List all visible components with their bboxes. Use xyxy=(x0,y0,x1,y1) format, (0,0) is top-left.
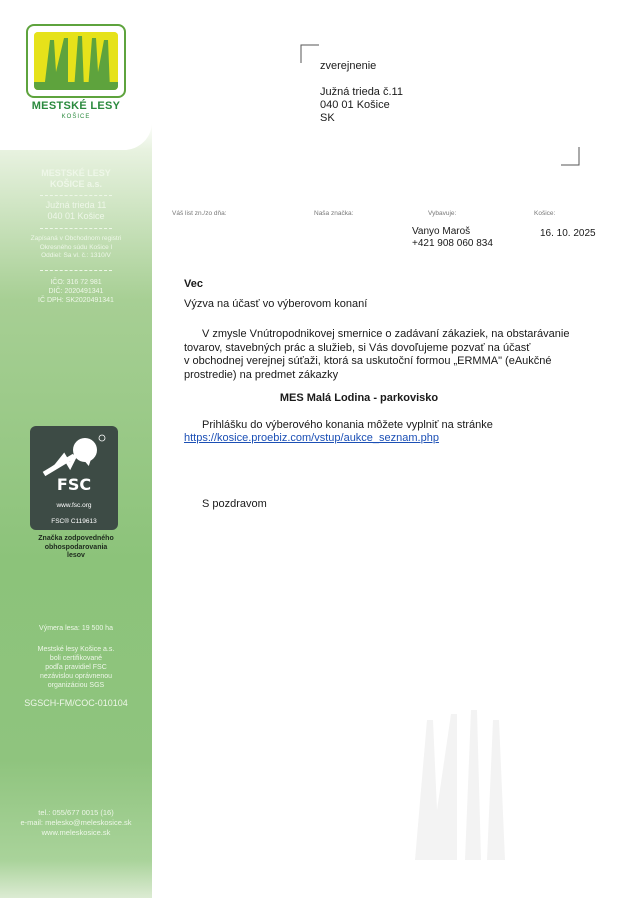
address-corner-top-left xyxy=(300,44,320,64)
handled-by-label: Vybavuje: xyxy=(428,210,457,217)
reg-line-1: Zapísaná v Obchodnom registri xyxy=(30,235,122,242)
project-title: MES Malá Lodina - parkovisko xyxy=(279,392,439,404)
fsc-website: www.fsc.org xyxy=(56,502,92,509)
company-line-2: KOŠICE a.s. xyxy=(49,179,103,189)
logo-emblem xyxy=(34,32,118,90)
logo-subtitle: KOŠICE xyxy=(61,114,91,120)
apply-link[interactable]: https://kosice.proebiz.com/vstup/aukce_seznam.php xyxy=(184,432,439,444)
address-corner-bottom-right xyxy=(560,146,580,166)
your-letter-label: Váš list zn./zo dňa: xyxy=(172,210,227,217)
fsc-caption xyxy=(0,535,152,561)
company-address xyxy=(0,200,152,222)
reg-line-2: Okresného súdu Košice I xyxy=(39,243,113,251)
registration-info xyxy=(0,235,152,261)
watermark-logo-icon xyxy=(405,700,515,860)
website[interactable]: www.meleskosice.sk xyxy=(41,828,111,837)
tree-logo-icon xyxy=(34,32,118,90)
divider xyxy=(40,195,112,196)
icdph: IČ DPH: SK2020491341 xyxy=(38,297,114,304)
letter-date: 16. 10. 2025 xyxy=(540,228,596,239)
fsc-label: FSC xyxy=(56,475,92,494)
forest-area: Výmera lesa: 19 500 ha xyxy=(39,625,113,632)
apply-text: Prihlášku do výberového konania môžete vyplniť na stránke xyxy=(202,419,493,431)
divider xyxy=(40,270,112,271)
company-line-1: MESTSKÉ LESY xyxy=(41,168,111,178)
fsc-caption-1: Značka zodpovedného xyxy=(38,535,114,542)
handler-name: Vanyo Maroš xyxy=(412,226,471,237)
certification-text xyxy=(0,645,152,690)
cert-line-3: podľa pravidiel FSC xyxy=(45,664,107,671)
reg-line-3: Oddiel: Sa vl. č.: 1310/V xyxy=(41,252,111,259)
subject-label: Vec xyxy=(184,278,203,290)
company-city: 040 01 Košice xyxy=(47,211,105,221)
fsc-code: FSC® C119613 xyxy=(51,518,97,525)
para-line-4: prostredie) na predmet zákazky xyxy=(184,368,339,381)
our-ref-label: Naša značka: xyxy=(314,210,354,217)
para-line-3: v obchodnej verejnej súťaži, ktorá sa uskutoční formou „ERMMA" (eAukčné xyxy=(184,355,552,367)
cert-line-1: Mestské lesy Košice a.s. xyxy=(37,646,115,653)
email[interactable]: e-mail: melesko@meleskosice.sk xyxy=(20,818,132,827)
sidebar xyxy=(0,0,152,898)
body-paragraph xyxy=(184,328,604,382)
recipient-city: 040 01 Košice xyxy=(320,99,390,111)
fsc-caption-2: obhospodarovania xyxy=(44,543,108,551)
subject: Výzva na účasť vo výberovom konaní xyxy=(184,298,368,310)
fsc-caption-3: lesov xyxy=(67,552,85,559)
company-name xyxy=(0,168,152,190)
dic: DIČ: 2020491341 xyxy=(48,288,104,295)
company-street: Južná trieda 11 xyxy=(45,200,107,210)
recipient-country: SK xyxy=(320,112,335,124)
ico: IČO: 316 72 981 xyxy=(50,279,102,286)
contact-info xyxy=(0,808,152,838)
fsc-tree-icon xyxy=(30,426,118,502)
company-logo xyxy=(26,24,126,98)
handler-phone: +421 908 060 834 xyxy=(412,238,493,249)
recipient-name: zverejnenie xyxy=(320,60,377,72)
place-label: Košice: xyxy=(534,210,556,217)
para-line-2: tovarov, stavebných prác a služieb, si Vás dovoľujeme pozvať na účasť xyxy=(184,341,531,354)
certificate-number: SGSCH-FM/COC-010104 xyxy=(24,698,128,708)
para-line-1: V zmysle Vnútropodnikovej smernice o zadávaní zákaziek, na obstarávanie xyxy=(202,328,570,340)
company-ids xyxy=(0,278,152,305)
cert-line-2: boli certifikované xyxy=(49,655,103,662)
cert-line-4: nezávislou oprávnenou xyxy=(40,673,112,680)
logo-name: MESTSKÉ LESY xyxy=(31,100,121,112)
cert-line-5: organizáciou SGS xyxy=(47,682,105,689)
phone: tel.: 055/677 0015 (16) xyxy=(38,808,114,817)
divider xyxy=(40,228,112,229)
recipient-street: Južná trieda č.11 xyxy=(320,86,403,98)
closing: S pozdravom xyxy=(202,498,267,510)
fsc-badge xyxy=(30,426,118,530)
